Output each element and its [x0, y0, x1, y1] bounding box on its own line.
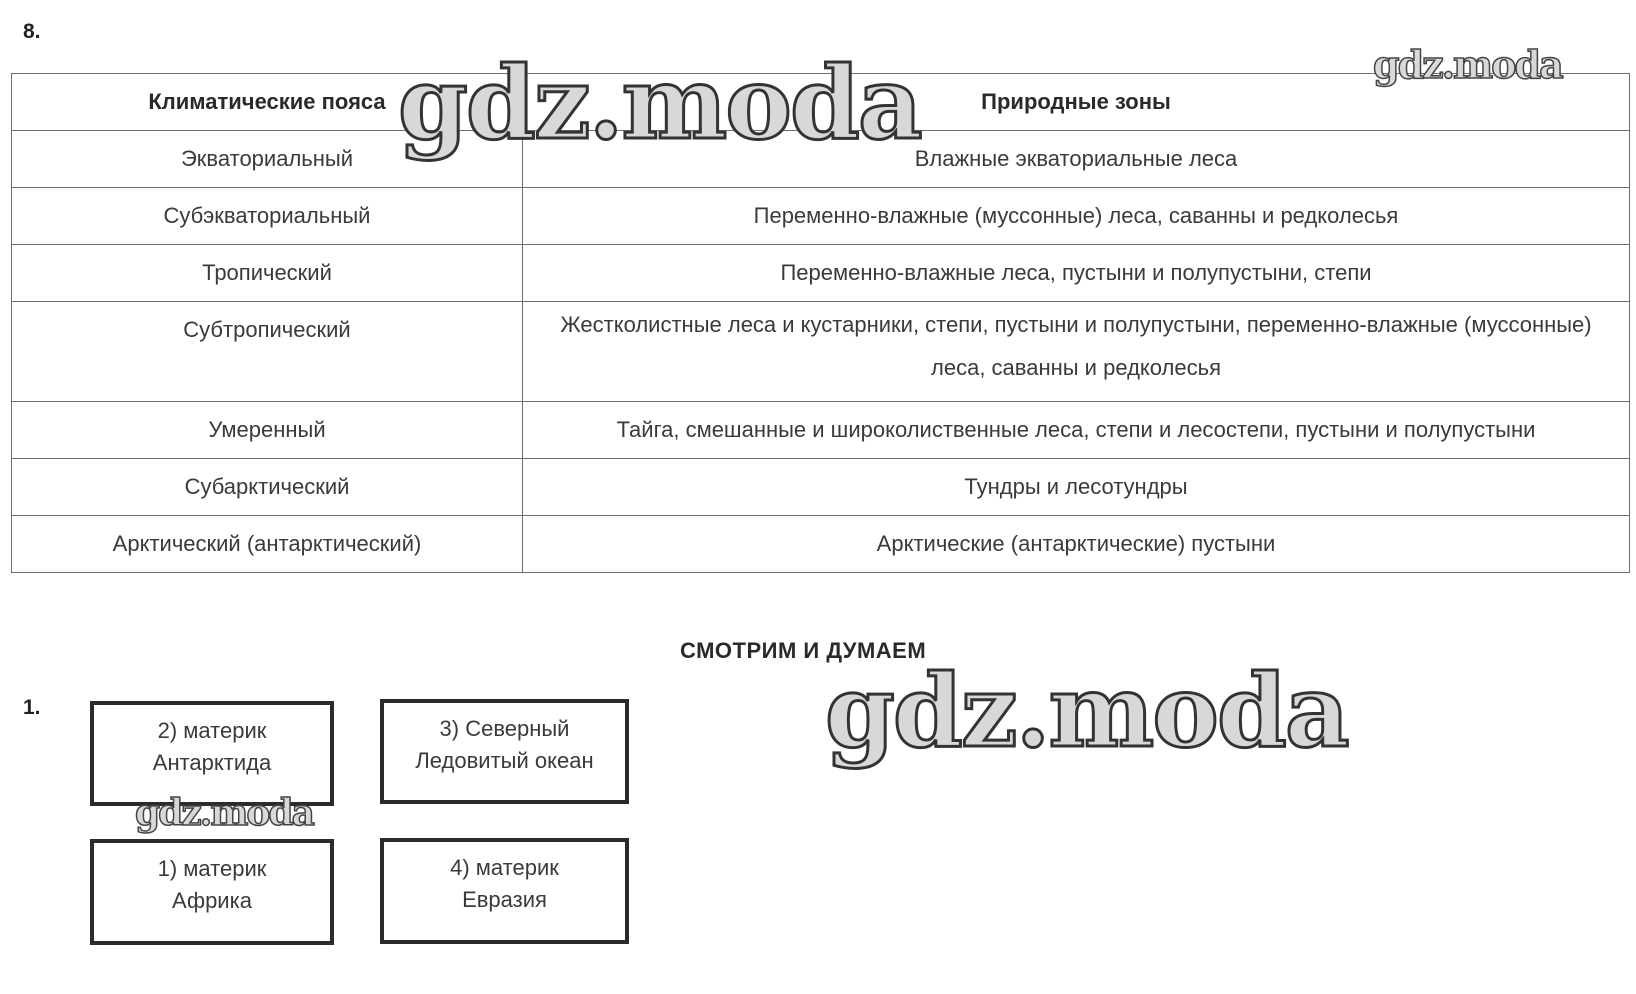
watermark-logo: gdz.moda	[1373, 42, 1562, 87]
belt-cell: Субэкваториальный	[12, 188, 523, 245]
box-line-2: Антарктида	[152, 750, 272, 775]
zone-cell: Жестколистные леса и кустарники, степи, пустыни и полупустыни, переменно-влажные (муссонные) леса, саванны и редколесья	[523, 302, 1630, 402]
zone-cell: Тундры и лесотундры	[523, 459, 1630, 516]
table-row	[12, 459, 1630, 516]
watermark-logo: gdz.moda	[398, 44, 921, 162]
box-line-2: Африка	[172, 888, 252, 913]
box-line-1: 2) материк	[157, 718, 267, 743]
box-line-2: Ледовитый океан	[415, 748, 594, 773]
table-row	[12, 245, 1630, 302]
header-natural-zones: Природные зоны	[523, 74, 1630, 131]
table-row	[12, 188, 1630, 245]
box-line-1: 1) материк	[157, 856, 267, 881]
belt-cell: Арктический (антарктический)	[12, 516, 523, 573]
zone-cell: Тайга, смешанные и широколиственные леса, степи и лесостепи, пустыни и полупустыни	[523, 402, 1630, 459]
table-row	[12, 402, 1630, 459]
task-8-number: 8.	[23, 20, 41, 43]
box-line-1: 3) Северный	[439, 716, 570, 741]
belt-cell: Субарктический	[12, 459, 523, 516]
belt-cell: Субтропический	[12, 302, 523, 402]
task-1-number: 1.	[23, 696, 41, 719]
belt-cell: Умеренный	[12, 402, 523, 459]
answer-box-eurasia	[380, 838, 629, 944]
table-row	[12, 302, 1630, 402]
zone-cell: Переменно-влажные (муссонные) леса, саванны и редколесья	[523, 188, 1630, 245]
box-line-1: 4) материк	[450, 855, 559, 880]
answer-box-africa	[90, 839, 334, 945]
box-line-2: Евразия	[462, 887, 547, 912]
climate-zones-table	[11, 73, 1630, 573]
answer-box-antarctica	[90, 701, 334, 806]
table-row	[12, 131, 1630, 188]
zone-cell: Влажные экваториальные леса	[523, 131, 1630, 188]
header-climatic-belts: Климатические пояса	[12, 74, 523, 131]
zone-cell: Арктические (антарктические) пустыни	[523, 516, 1630, 573]
table-header-row	[12, 74, 1630, 131]
section-title: СМОТРИМ И ДУМАЕМ	[680, 638, 927, 663]
belt-cell: Экваториальный	[12, 131, 523, 188]
answer-box-arctic-ocean	[380, 699, 629, 804]
watermark-logo: gdz.moda	[825, 652, 1348, 770]
watermark-logo: gdz.moda	[135, 792, 313, 834]
belt-cell: Тропический	[12, 245, 523, 302]
zone-cell: Переменно-влажные леса, пустыни и полупустыни, степи	[523, 245, 1630, 302]
table-row	[12, 516, 1630, 573]
